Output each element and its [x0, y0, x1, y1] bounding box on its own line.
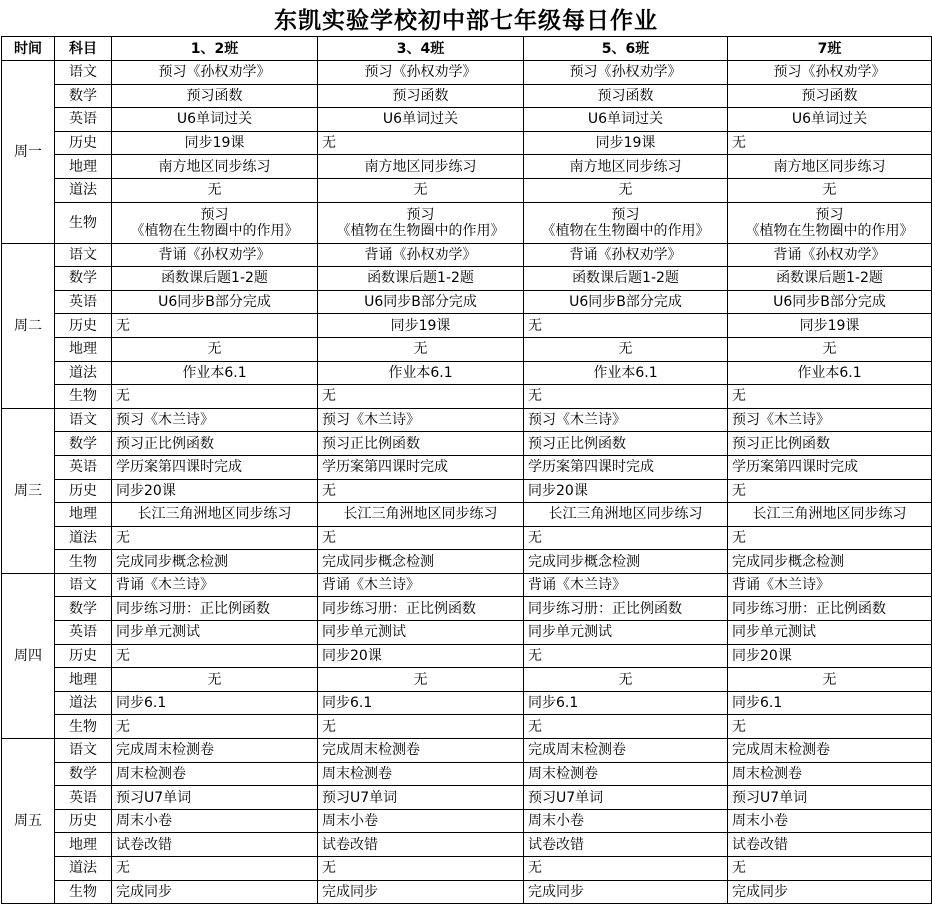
- homework-cell: 预习 《植物在生物圈中的作用》: [524, 202, 728, 243]
- table-row: [2, 178, 932, 202]
- table-row: [2, 857, 932, 881]
- homework-cell: U6单词过关: [728, 108, 932, 132]
- homework-cell: 完成同步: [524, 880, 728, 904]
- subject-label: 地理: [55, 503, 112, 527]
- homework-cell: 无: [728, 526, 932, 550]
- table-row: [2, 668, 932, 692]
- homework-cell: 无: [728, 857, 932, 881]
- homework-cell: 南方地区同步练习: [524, 155, 728, 179]
- subject-label: 历史: [55, 314, 112, 338]
- homework-cell: 完成同步概念检测: [318, 550, 524, 574]
- homework-cell: 完成周末检测卷: [112, 739, 318, 763]
- homework-cell: 作业本6.1: [318, 361, 524, 385]
- homework-cell: U6单词过关: [112, 108, 318, 132]
- homework-cell: 学历案第四课时完成: [318, 455, 524, 479]
- table-row: [2, 361, 932, 385]
- homework-cell: 无: [112, 668, 318, 692]
- homework-cell: 无: [524, 857, 728, 881]
- header-class-7: 7班: [728, 37, 932, 61]
- homework-cell: 无: [728, 178, 932, 202]
- homework-cell: 预习函数: [728, 84, 932, 108]
- homework-cell: 无: [728, 385, 932, 409]
- subject-label: 英语: [55, 455, 112, 479]
- subject-label: 历史: [55, 809, 112, 833]
- subject-label: 数学: [55, 267, 112, 291]
- homework-cell: 背诵《孙权劝学》: [728, 243, 932, 267]
- homework-cell: 无: [112, 178, 318, 202]
- subject-label: 地理: [55, 155, 112, 179]
- homework-cell: 预习函数: [524, 84, 728, 108]
- homework-cell: 作业本6.1: [112, 361, 318, 385]
- table-row: [2, 155, 932, 179]
- homework-cell: 南方地区同步练习: [318, 155, 524, 179]
- homework-cell: 同步练习册：正比例函数: [112, 597, 318, 621]
- homework-cell: 无: [318, 131, 524, 155]
- table-row: [2, 455, 932, 479]
- homework-cell: 无: [524, 385, 728, 409]
- homework-cell: 无: [318, 526, 524, 550]
- table-row: [2, 479, 932, 503]
- homework-cell: 同步20课: [318, 644, 524, 668]
- subject-label: 语文: [55, 408, 112, 432]
- homework-cell: 同步单元测试: [318, 621, 524, 645]
- subject-label: 语文: [55, 243, 112, 267]
- homework-cell: 预习U7单词: [318, 786, 524, 810]
- homework-cell: 预习U7单词: [524, 786, 728, 810]
- table-row: [2, 314, 932, 338]
- homework-cell: 周末小卷: [318, 809, 524, 833]
- homework-cell: 无: [728, 668, 932, 692]
- subject-label: 语文: [55, 573, 112, 597]
- homework-cell: 作业本6.1: [524, 361, 728, 385]
- subject-label: 生物: [55, 880, 112, 904]
- homework-cell: 无: [524, 526, 728, 550]
- homework-cell: U6单词过关: [318, 108, 524, 132]
- homework-cell: 无: [728, 337, 932, 361]
- homework-cell: 预习U7单词: [728, 786, 932, 810]
- homework-cell: 预习正比例函数: [728, 432, 932, 456]
- homework-cell: 预习 《植物在生物圈中的作用》: [318, 202, 524, 243]
- homework-cell: 预习正比例函数: [524, 432, 728, 456]
- homework-cell: 预习《木兰诗》: [728, 408, 932, 432]
- homework-cell: 预习《木兰诗》: [112, 408, 318, 432]
- subject-label: 地理: [55, 668, 112, 692]
- homework-cell: 学历案第四课时完成: [728, 455, 932, 479]
- homework-cell: 同步19课: [728, 314, 932, 338]
- homework-cell: 同步19课: [524, 131, 728, 155]
- subject-label: 语文: [55, 61, 112, 85]
- subject-label: 道法: [55, 526, 112, 550]
- homework-cell: 试卷改错: [112, 833, 318, 857]
- table-row: [2, 337, 932, 361]
- homework-cell: 背诵《木兰诗》: [728, 573, 932, 597]
- homework-cell: 无: [112, 857, 318, 881]
- table-row: [2, 202, 932, 243]
- homework-cell: 无: [524, 668, 728, 692]
- homework-cell: 预习《木兰诗》: [524, 408, 728, 432]
- table-row: [2, 644, 932, 668]
- homework-cell: 无: [728, 479, 932, 503]
- homework-cell: 长江三角洲地区同步练习: [728, 503, 932, 527]
- homework-cell: U6同步B部分完成: [112, 290, 318, 314]
- homework-cell: 周末检测卷: [728, 762, 932, 786]
- homework-cell: 同步6.1: [728, 691, 932, 715]
- homework-cell: 背诵《孙权劝学》: [318, 243, 524, 267]
- table-row: [2, 290, 932, 314]
- homework-cell: 背诵《孙权劝学》: [524, 243, 728, 267]
- homework-cell: 周末检测卷: [524, 762, 728, 786]
- homework-cell: 学历案第四课时完成: [112, 455, 318, 479]
- subject-label: 英语: [55, 621, 112, 645]
- header-subject: 科目: [55, 37, 112, 61]
- homework-cell: 背诵《木兰诗》: [318, 573, 524, 597]
- homework-cell: 无: [112, 715, 318, 739]
- homework-cell: 同步20课: [728, 644, 932, 668]
- homework-cell: 长江三角洲地区同步练习: [524, 503, 728, 527]
- homework-cell: 无: [318, 715, 524, 739]
- homework-cell: 周末检测卷: [112, 762, 318, 786]
- homework-cell: 同步6.1: [524, 691, 728, 715]
- homework-cell: 试卷改错: [318, 833, 524, 857]
- subject-label: 地理: [55, 337, 112, 361]
- subject-label: 数学: [55, 597, 112, 621]
- homework-cell: 同步20课: [112, 479, 318, 503]
- table-row: [2, 691, 932, 715]
- homework-cell: 无: [524, 314, 728, 338]
- table-row: [2, 267, 932, 291]
- table-row: [2, 84, 932, 108]
- homework-cell: 函数课后题1-2题: [524, 267, 728, 291]
- table-row: [2, 408, 932, 432]
- homework-cell: 同步20课: [524, 479, 728, 503]
- homework-cell: 无: [728, 131, 932, 155]
- homework-cell: 背诵《木兰诗》: [112, 573, 318, 597]
- homework-cell: 长江三角洲地区同步练习: [112, 503, 318, 527]
- table-row: [2, 786, 932, 810]
- homework-cell: 完成同步: [728, 880, 932, 904]
- homework-cell: 同步19课: [112, 131, 318, 155]
- homework-cell: 完成周末检测卷: [524, 739, 728, 763]
- homework-cell: 同步练习册：正比例函数: [524, 597, 728, 621]
- homework-cell: 预习U7单词: [112, 786, 318, 810]
- homework-cell: 预习《孙权劝学》: [318, 61, 524, 85]
- header-row: [2, 37, 932, 61]
- subject-label: 语文: [55, 739, 112, 763]
- homework-cell: 无: [112, 644, 318, 668]
- homework-cell: 无: [112, 385, 318, 409]
- subject-label: 生物: [55, 202, 112, 243]
- subject-label: 历史: [55, 479, 112, 503]
- table-row: [2, 833, 932, 857]
- subject-label: 数学: [55, 84, 112, 108]
- table-row: [2, 131, 932, 155]
- homework-cell: 完成周末检测卷: [728, 739, 932, 763]
- homework-cell: 函数课后题1-2题: [112, 267, 318, 291]
- homework-cell: U6同步B部分完成: [524, 290, 728, 314]
- header-class-1-2: 1、2班: [112, 37, 318, 61]
- table-row: [2, 762, 932, 786]
- subject-label: 英语: [55, 786, 112, 810]
- homework-cell: U6同步B部分完成: [318, 290, 524, 314]
- homework-cell: 同步6.1: [318, 691, 524, 715]
- header-time: 时间: [2, 37, 55, 61]
- homework-cell: 试卷改错: [728, 833, 932, 857]
- homework-cell: 函数课后题1-2题: [728, 267, 932, 291]
- homework-cell: 同步练习册：正比例函数: [318, 597, 524, 621]
- page-title: 东凯实验学校初中部七年级每日作业: [274, 6, 658, 34]
- homework-cell: 无: [318, 857, 524, 881]
- table-row: [2, 573, 932, 597]
- homework-cell: 作业本6.1: [728, 361, 932, 385]
- homework-cell: 同步单元测试: [728, 621, 932, 645]
- table-row: [2, 526, 932, 550]
- homework-cell: 无: [112, 337, 318, 361]
- homework-cell: 周末小卷: [728, 809, 932, 833]
- homework-cell: 完成同步: [318, 880, 524, 904]
- homework-cell: 完成同步: [112, 880, 318, 904]
- homework-cell: 试卷改错: [524, 833, 728, 857]
- homework-cell: 无: [524, 644, 728, 668]
- homework-cell: 完成同步概念检测: [728, 550, 932, 574]
- homework-cell: 同步练习册：正比例函数: [728, 597, 932, 621]
- homework-cell: 预习 《植物在生物圈中的作用》: [112, 202, 318, 243]
- day-label: 周二: [2, 243, 55, 408]
- day-label: 周一: [2, 61, 55, 244]
- homework-cell: 无: [318, 668, 524, 692]
- subject-label: 数学: [55, 432, 112, 456]
- day-label: 周四: [2, 573, 55, 738]
- header-class-5-6: 5、6班: [524, 37, 728, 61]
- homework-cell: 无: [318, 337, 524, 361]
- homework-cell: 预习《孙权劝学》: [728, 61, 932, 85]
- homework-cell: 无: [318, 479, 524, 503]
- homework-cell: 周末小卷: [524, 809, 728, 833]
- homework-cell: 无: [318, 178, 524, 202]
- homework-cell: 预习正比例函数: [112, 432, 318, 456]
- subject-label: 历史: [55, 644, 112, 668]
- homework-cell: 完成同步概念检测: [524, 550, 728, 574]
- homework-cell: 预习正比例函数: [318, 432, 524, 456]
- table-row: [2, 809, 932, 833]
- homework-cell: 预习 《植物在生物圈中的作用》: [728, 202, 932, 243]
- homework-cell: 预习《孙权劝学》: [524, 61, 728, 85]
- table-row: [2, 432, 932, 456]
- homework-cell: U6单词过关: [524, 108, 728, 132]
- table-row: [2, 550, 932, 574]
- homework-table: [1, 36, 932, 904]
- homework-cell: 无: [112, 526, 318, 550]
- header-class-3-4: 3、4班: [318, 37, 524, 61]
- table-row: [2, 715, 932, 739]
- homework-cell: 无: [112, 314, 318, 338]
- table-row: [2, 880, 932, 904]
- subject-label: 道法: [55, 691, 112, 715]
- subject-label: 生物: [55, 715, 112, 739]
- table-row: [2, 597, 932, 621]
- homework-cell: 预习《木兰诗》: [318, 408, 524, 432]
- homework-cell: 无: [524, 337, 728, 361]
- homework-body: [2, 61, 932, 904]
- homework-cell: 同步19课: [318, 314, 524, 338]
- homework-cell: 函数课后题1-2题: [318, 267, 524, 291]
- day-label: 周五: [2, 739, 55, 904]
- table-row: [2, 61, 932, 85]
- table-row: [2, 243, 932, 267]
- homework-cell: 预习函数: [318, 84, 524, 108]
- subject-label: 道法: [55, 857, 112, 881]
- table-row: [2, 108, 932, 132]
- subject-label: 历史: [55, 131, 112, 155]
- table-row: [2, 621, 932, 645]
- homework-cell: 南方地区同步练习: [728, 155, 932, 179]
- homework-cell: U6同步B部分完成: [728, 290, 932, 314]
- homework-cell: 同步单元测试: [112, 621, 318, 645]
- homework-cell: 学历案第四课时完成: [524, 455, 728, 479]
- homework-cell: 预习函数: [112, 84, 318, 108]
- subject-label: 英语: [55, 290, 112, 314]
- homework-cell: 背诵《孙权劝学》: [112, 243, 318, 267]
- homework-cell: 周末检测卷: [318, 762, 524, 786]
- homework-cell: 背诵《木兰诗》: [524, 573, 728, 597]
- homework-cell: 周末小卷: [112, 809, 318, 833]
- homework-cell: 无: [318, 385, 524, 409]
- homework-cell: 完成同步概念检测: [112, 550, 318, 574]
- day-label: 周三: [2, 408, 55, 573]
- homework-cell: 南方地区同步练习: [112, 155, 318, 179]
- subject-label: 道法: [55, 361, 112, 385]
- homework-cell: 预习《孙权劝学》: [112, 61, 318, 85]
- table-row: [2, 385, 932, 409]
- homework-cell: 无: [524, 178, 728, 202]
- subject-label: 道法: [55, 178, 112, 202]
- subject-label: 地理: [55, 833, 112, 857]
- table-row: [2, 739, 932, 763]
- subject-label: 生物: [55, 385, 112, 409]
- subject-label: 数学: [55, 762, 112, 786]
- homework-cell: 同步单元测试: [524, 621, 728, 645]
- subject-label: 生物: [55, 550, 112, 574]
- homework-cell: 无: [524, 715, 728, 739]
- table-row: [2, 503, 932, 527]
- homework-cell: 完成周末检测卷: [318, 739, 524, 763]
- homework-cell: 同步6.1: [112, 691, 318, 715]
- subject-label: 英语: [55, 108, 112, 132]
- homework-cell: 无: [728, 715, 932, 739]
- homework-cell: 长江三角洲地区同步练习: [318, 503, 524, 527]
